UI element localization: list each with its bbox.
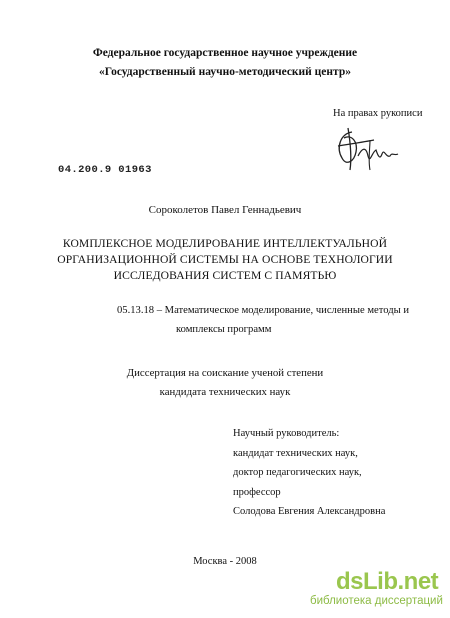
institution-line-2: «Государственный научно-методический центр» <box>99 66 351 78</box>
supervisor-name: Солодова Евгения Александровна <box>233 506 386 517</box>
title-line-3: ИССЛЕДОВАНИЯ СИСТЕМ С ПАМЯТЬЮ <box>113 269 337 282</box>
supervisor-line-3: профессор <box>233 486 281 498</box>
specialty-line-1: 05.13.18 – Математическое моделирование, численные методы и <box>117 305 410 316</box>
author-name: Сороколетов Павел Геннадьевич <box>148 204 302 216</box>
supervisor-block <box>233 424 385 522</box>
title-line-2: ОРГАНИЗАЦИОННОЙ СИСТЕМЫ НА ОСНОВЕ ТЕХНОЛОГИИ <box>57 253 393 266</box>
supervisor-label: Научный руководитель: <box>233 428 340 439</box>
institution-name <box>0 44 450 82</box>
dissertation-title <box>0 236 450 284</box>
signature-image <box>330 126 408 176</box>
rights-note: На правах рукописи <box>333 108 423 119</box>
title-line-1: КОМПЛЕКСНОЕ МОДЕЛИРОВАНИЕ ИНТЕЛЛЕКТУАЛЬНОЙ <box>62 237 388 250</box>
watermark-tagline: библиотека диссертаций <box>310 595 443 607</box>
institution-line-1: Федеральное государственное научное учреждение <box>92 47 358 59</box>
supervisor-line-2: доктор педагогических наук, <box>233 467 362 478</box>
registration-number: 04.200.9 01963 <box>58 164 152 176</box>
city-year: Москва - 2008 <box>193 556 257 567</box>
specialty-line-2: комплексы программ <box>176 324 272 335</box>
supervisor-line-1: кандидат технических наук, <box>233 447 358 459</box>
degree-statement <box>0 364 450 402</box>
degree-line-1: Диссертация на соискание ученой степени <box>126 367 324 379</box>
watermark-brand[interactable]: dsLib.net <box>336 568 439 595</box>
degree-line-2: кандидата технических наук <box>159 386 291 398</box>
